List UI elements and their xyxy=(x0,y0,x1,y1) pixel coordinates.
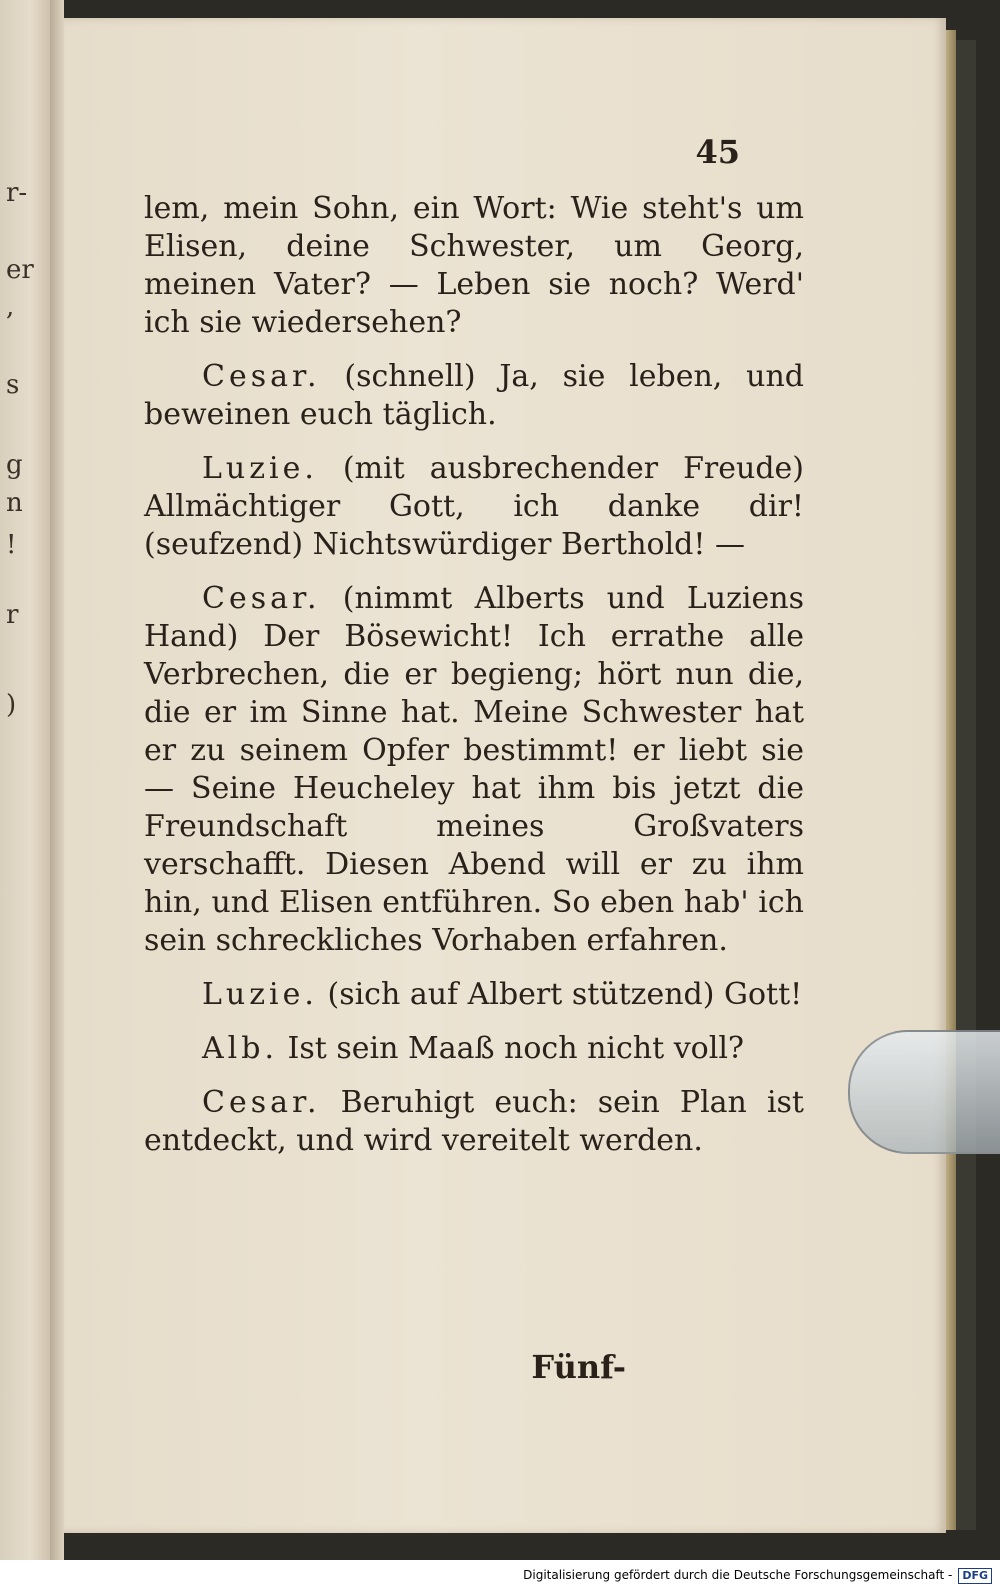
paragraph-text: Beruhigt euch: sein Plan ist entdeckt, und wird vereitelt werden. xyxy=(144,1085,804,1158)
book-gutter xyxy=(50,0,64,1560)
previous-page-fragment: n xyxy=(6,488,23,518)
page-text xyxy=(144,190,804,1176)
previous-page-fragment: ! xyxy=(6,530,17,560)
page-holder-clip xyxy=(848,1030,1000,1154)
paragraph-speaker: Cesar. xyxy=(202,581,321,616)
previous-page-fragment: , xyxy=(6,292,15,322)
text-paragraph xyxy=(144,976,804,1014)
paragraph-text: lem, mein Sohn, ein Wort: Wie steht's um Elisen, deine Schwester, um Georg, meinen Vater? — Leben sie noch? Werd' ich sie wiedersehen? xyxy=(144,191,804,340)
previous-page-fragment: er xyxy=(6,255,34,285)
text-paragraph xyxy=(144,190,804,342)
paragraph-speaker: Cesar. xyxy=(202,359,321,394)
previous-page-strip xyxy=(0,0,50,1560)
previous-page-fragment: r- xyxy=(6,178,28,208)
previous-page-fragment: ) xyxy=(6,690,17,720)
catchword: Fünf- xyxy=(531,1348,626,1386)
previous-page-fragment: s xyxy=(6,370,20,400)
book-page xyxy=(64,18,946,1533)
book-cover-edge xyxy=(956,40,976,1530)
page-number: 45 xyxy=(695,133,740,171)
dfg-logo-icon: DFG xyxy=(958,1568,992,1584)
previous-page-fragment: r xyxy=(6,600,19,630)
paragraph-speaker: Cesar. xyxy=(202,1085,321,1120)
text-paragraph xyxy=(144,580,804,960)
paragraph-speaker: Luzie. xyxy=(202,977,318,1012)
paragraph-text: (mit ausbrechender Freude) Allmächtiger Gott, ich danke dir! (seufzend) Nichtswürdiger Berthold! — xyxy=(144,451,804,562)
paragraph-text: (sich auf Albert stützend) Gott! xyxy=(327,977,803,1012)
footer-bar xyxy=(0,1560,1000,1590)
paragraph-speaker: Luzie. xyxy=(202,451,318,486)
paragraph-text: (nimmt Alberts und Luziens Hand) Der Bösewicht! Ich errathe alle Verbrechen, die er begieng; hört nun die, die er im Sinne hat. Meine Schwester hat er zu seinem Opfer bestimmt! er liebt sie — Seine Heucheley hat ihm bis jetzt die Freundschaft meines Großvaters verschafft. Diesen Abend will er zu ihm hin, und Elisen entführen. So eben hab' ich sein schreckliches Vorhaben erfahren. xyxy=(144,581,804,958)
previous-page-fragment: g xyxy=(6,450,23,480)
footer-credit: Digitalisierung gefördert durch die Deutsche Forschungsgemeinschaft - xyxy=(523,1568,953,1582)
text-paragraph xyxy=(144,1084,804,1160)
text-paragraph xyxy=(144,358,804,434)
paragraph-speaker: Alb. xyxy=(202,1031,278,1066)
paragraph-text: Ist sein Maaß noch nicht voll? xyxy=(287,1031,745,1066)
text-paragraph xyxy=(144,450,804,564)
paragraph-text: (schnell) Ja, sie leben, und beweinen euch täglich. xyxy=(144,359,804,432)
page-edge xyxy=(946,30,956,1530)
text-paragraph xyxy=(144,1030,804,1068)
